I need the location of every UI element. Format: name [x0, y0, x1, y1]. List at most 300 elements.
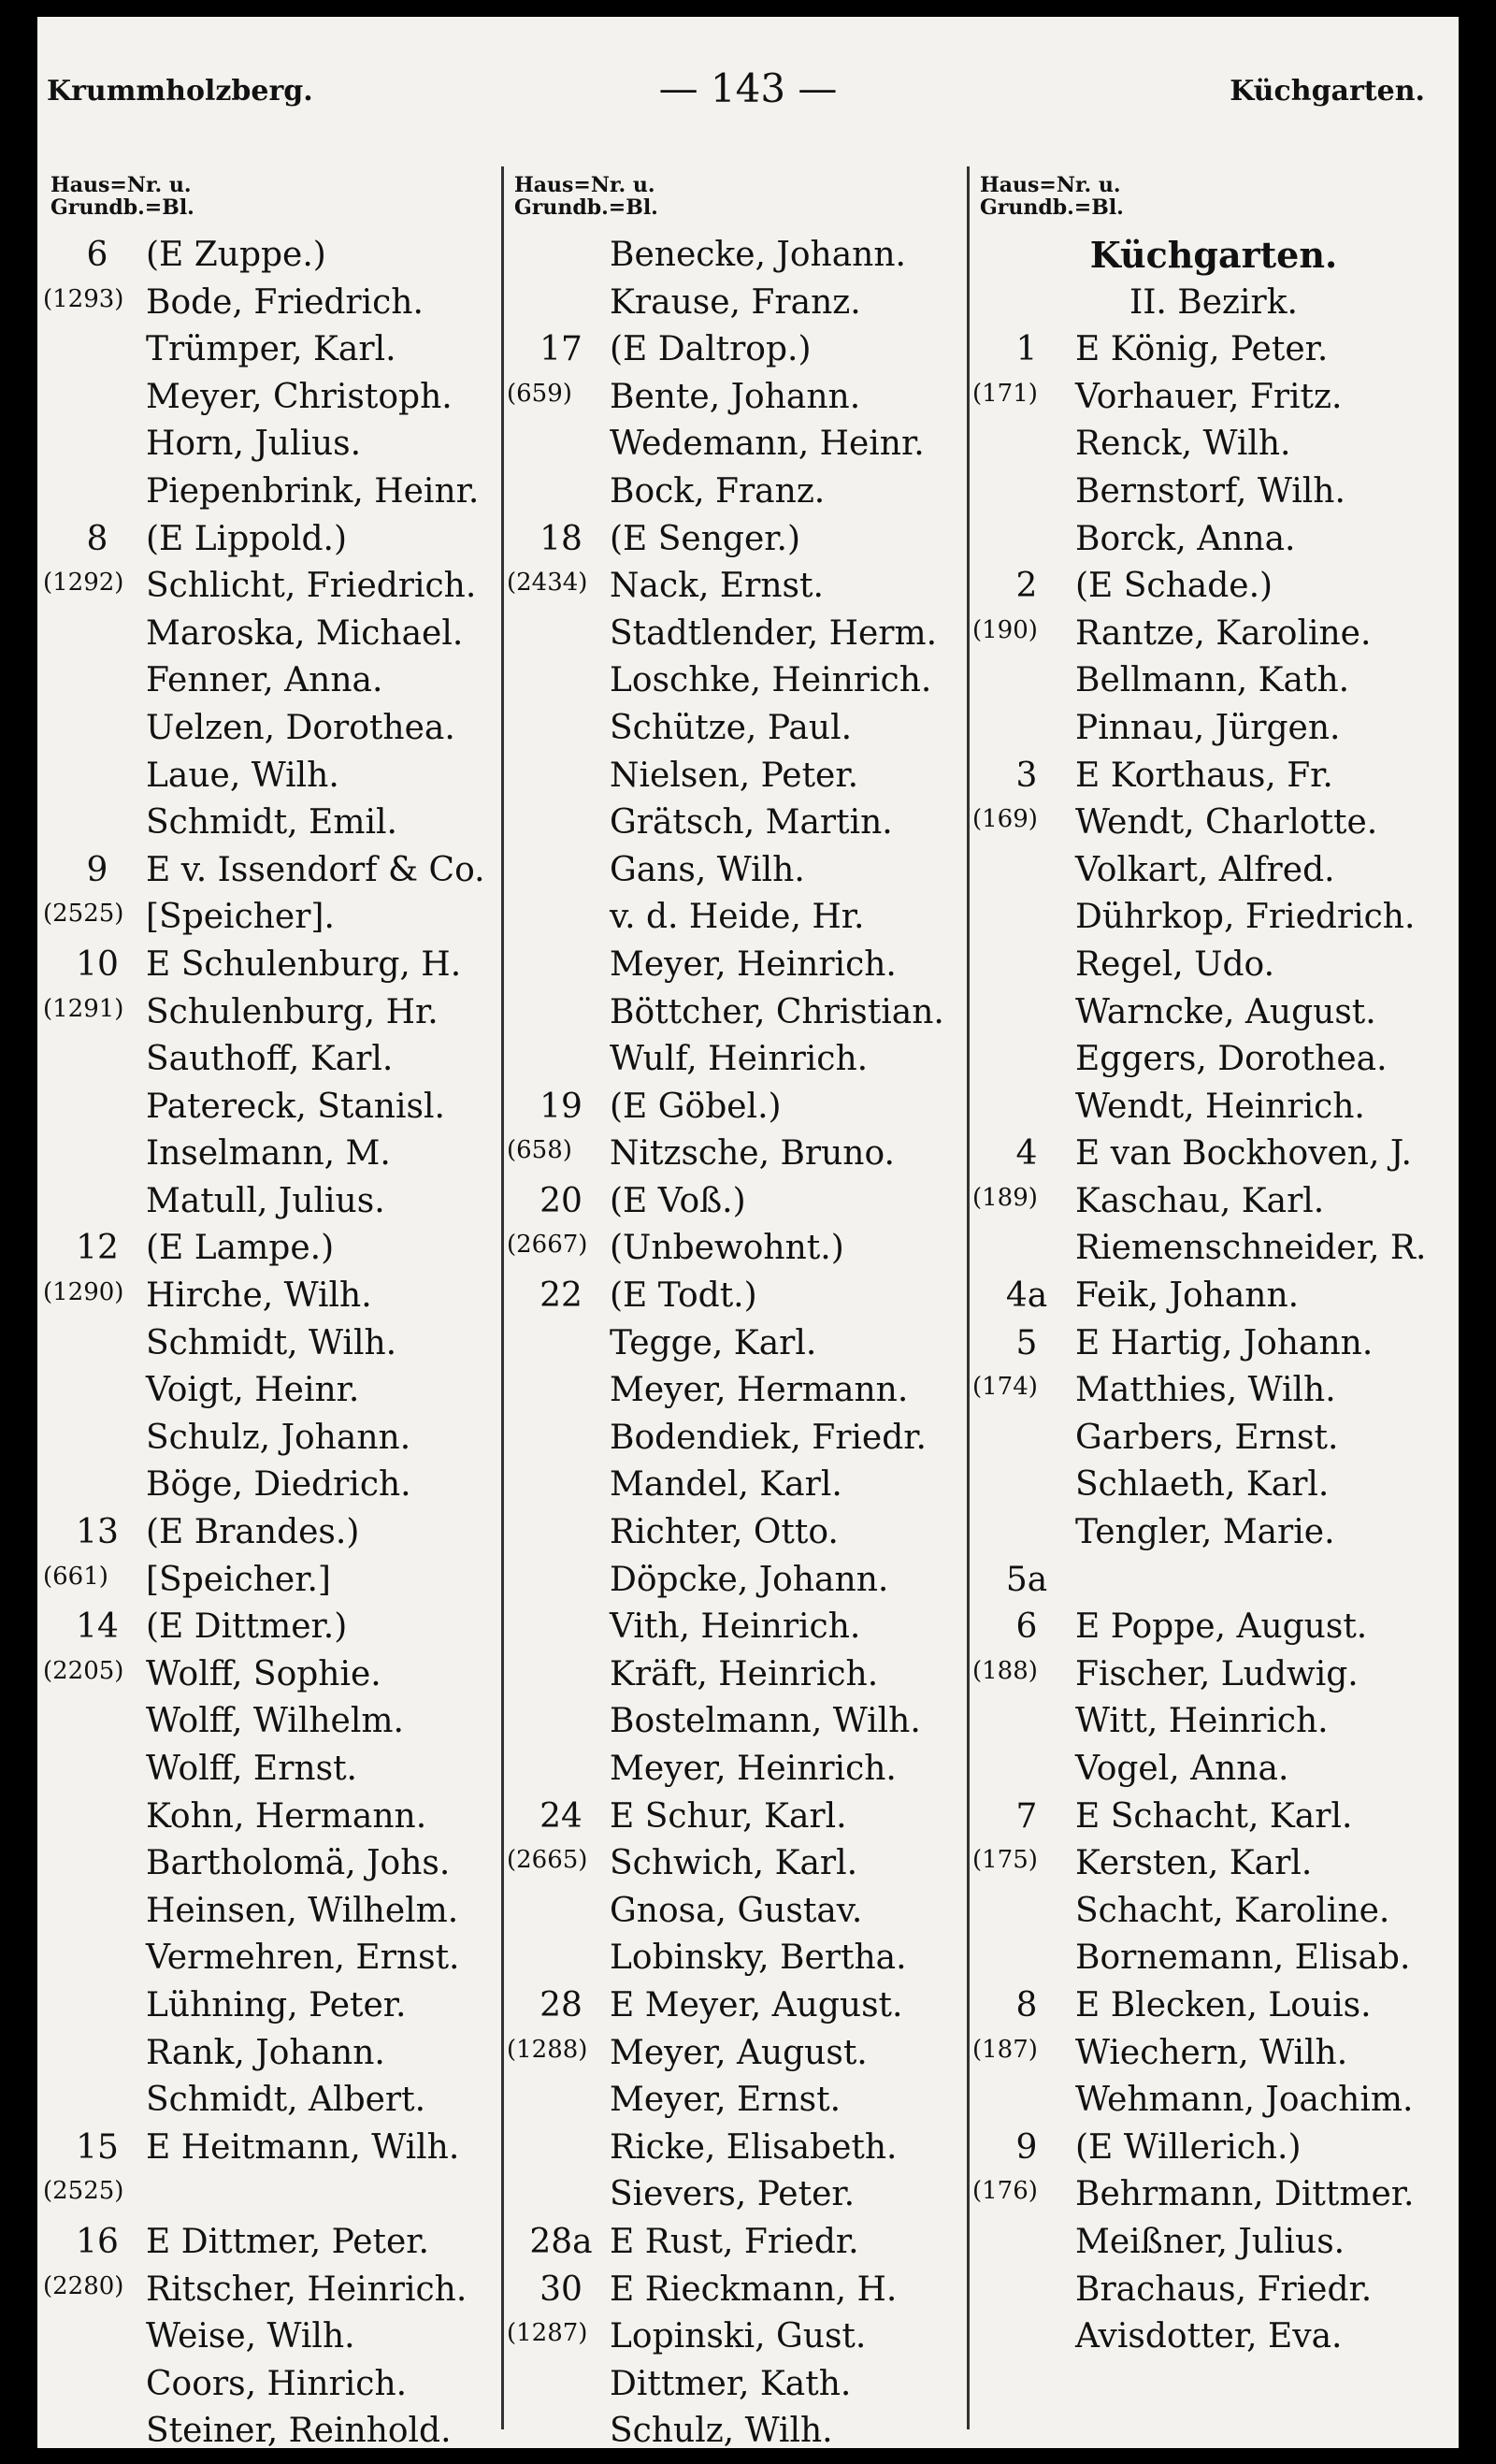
resident-name: Bellmann, Kath.: [1075, 661, 1350, 700]
entry-row: [980, 847, 1447, 895]
resident-name: Tegge, Karl.: [610, 1323, 817, 1362]
house-number: 10: [76, 944, 119, 984]
entry-row: [50, 326, 499, 374]
entry-row: [980, 1320, 1447, 1368]
entry-row: [972, 800, 1447, 847]
entry-row: [514, 847, 965, 895]
land-register-number: (659): [507, 379, 572, 408]
resident-name: Sievers, Peter.: [610, 2175, 856, 2214]
house-number: 12: [76, 1229, 119, 1268]
entry-row: [50, 1084, 499, 1131]
land-register-number: (2667): [507, 1231, 588, 1260]
resident-name: Dührkop, Friedrich.: [1075, 898, 1416, 937]
entry-row: [980, 326, 1447, 374]
entry-row: [514, 753, 965, 800]
resident-name: [Speicher].: [146, 898, 335, 937]
resident-name: Bartholomä, Johs.: [146, 1844, 451, 1883]
house-number: 8: [86, 519, 108, 558]
land-register-number: (661): [43, 1562, 108, 1591]
resident-name: E Meyer, August.: [610, 1985, 903, 2025]
resident-name: Meyer, August.: [610, 2033, 868, 2072]
resident-name: Schmidt, Emil.: [146, 803, 397, 843]
land-register-number: (2434): [507, 569, 588, 598]
entry-row: [507, 1131, 965, 1178]
resident-name: Grätsch, Martin.: [610, 803, 893, 843]
entry-row: [514, 232, 965, 280]
resident-name: Feik, Johann.: [1075, 1276, 1300, 1316]
entry-row: [50, 2030, 499, 2078]
resident-name: Vogel, Anna.: [1075, 1750, 1289, 1788]
resident-name: Schlaeth, Karl.: [1075, 1465, 1330, 1505]
resident-name: Fischer, Ludwig.: [1075, 1654, 1359, 1693]
resident-name: Rank, Johann.: [146, 2033, 385, 2072]
entry-row: [980, 2219, 1447, 2267]
entry-list: [972, 326, 1447, 2361]
entry-row: [50, 468, 499, 516]
resident-name: Weise, Wilh.: [146, 2317, 355, 2356]
entry-row: [980, 1225, 1447, 1273]
entry-row: [514, 1320, 965, 1368]
entry-row: [43, 280, 499, 327]
entry-row: [50, 1415, 499, 1463]
land-register-number: (174): [972, 1373, 1038, 1402]
entry-row: [50, 2361, 499, 2409]
land-register-number: (187): [972, 2035, 1038, 2064]
resident-name: Coors, Hinrich.: [146, 2364, 408, 2403]
resident-name: Voigt, Heinr.: [146, 1371, 360, 1410]
resident-name: Garbers, Ernst.: [1075, 1418, 1339, 1457]
entry-row: [980, 2313, 1447, 2361]
resident-name: Lühning, Peter.: [146, 1985, 407, 2025]
land-register-number: (2205): [43, 1656, 124, 1685]
entry-row: [514, 1935, 965, 1982]
entry-row: [50, 516, 499, 564]
entry-row: [50, 753, 499, 800]
entry-row: [514, 516, 965, 564]
resident-name: Bernstorf, Wilh.: [1075, 471, 1345, 511]
resident-name: Trümper, Karl.: [146, 330, 396, 369]
house-number: 2: [1015, 567, 1038, 606]
entry-row: [514, 1036, 965, 1084]
entry-row: [980, 468, 1447, 516]
resident-name: Uelzen, Dorothea.: [146, 708, 455, 747]
resident-name: Wendt, Charlotte.: [1075, 803, 1378, 843]
district-subtitle: II. Bezirk.: [1129, 282, 1299, 322]
land-register-number: (189): [972, 1183, 1038, 1212]
entry-row: [514, 894, 965, 942]
entry-row: [50, 1746, 499, 1794]
entry-row: [972, 2171, 1447, 2219]
resident-name: Nitzsche, Bruno.: [610, 1134, 895, 1174]
resident-name: E Schacht, Karl.: [1075, 1796, 1353, 1836]
entry-row: [507, 2030, 965, 2078]
resident-name: Bock, Franz.: [610, 471, 826, 511]
resident-name: Benecke, Johann.: [610, 236, 906, 274]
entry-row: [514, 989, 965, 1037]
resident-name: Stadtlender, Herm.: [610, 613, 938, 653]
resident-name: (Unbewohnt.): [610, 1229, 844, 1268]
entry-row: [514, 1698, 965, 1746]
entry-row: [980, 1746, 1447, 1794]
resident-name: Bodendiek, Friedr.: [610, 1418, 927, 1457]
resident-name: Wendt, Heinrich.: [1075, 1087, 1365, 1126]
resident-name: Avisdotter, Eva.: [1075, 2317, 1343, 2356]
entry-row: [514, 1273, 965, 1320]
resident-name: Maroska, Michael.: [146, 613, 464, 653]
entry-row: [514, 2219, 965, 2267]
resident-name: Meyer, Heinrich.: [610, 944, 897, 984]
entry-row: [972, 1367, 1447, 1415]
entry-row: [972, 374, 1447, 422]
resident-name: Schulenburg, Hr.: [146, 992, 439, 1031]
entry-row: [50, 2219, 499, 2267]
resident-name: Wiechern, Wilh.: [1075, 2033, 1348, 2072]
land-register-number: (2525): [43, 2177, 124, 2206]
resident-name: Bostelmann, Wilh.: [610, 1702, 921, 1741]
entry-row: [514, 2077, 965, 2125]
entry-row: [514, 1746, 965, 1794]
resident-name: (E Zuppe.): [146, 236, 326, 274]
resident-name: (E Schade.): [1075, 567, 1273, 606]
column-divider: [501, 166, 504, 2429]
resident-name: (E Lampe.): [146, 1229, 335, 1268]
running-head-right: Küchgarten.: [1230, 75, 1425, 108]
entry-row: [514, 2125, 965, 2172]
resident-name: E Blecken, Louis.: [1075, 1985, 1372, 2025]
entry-row: [980, 657, 1447, 705]
entry-row: [980, 894, 1447, 942]
entry-row: [980, 1084, 1447, 1131]
resident-name: E van Bockhoven, J.: [1075, 1134, 1412, 1174]
land-register-number: (2525): [43, 900, 124, 929]
resident-name: Behrmann, Dittmer.: [1075, 2175, 1415, 2214]
entry-row: [50, 1509, 499, 1557]
house-number: 16: [76, 2222, 119, 2261]
house-number: 5: [1015, 1323, 1038, 1362]
entry-row: [43, 1273, 499, 1320]
resident-name: Inselmann, M.: [146, 1134, 391, 1174]
entry-row: [50, 2077, 499, 2125]
resident-name: Bode, Friedrich.: [146, 282, 424, 322]
resident-name: Böttcher, Christian.: [610, 992, 944, 1031]
resident-name: E Heitmann, Wilh.: [146, 2127, 460, 2167]
resident-name: E Hartig, Johann.: [1075, 1323, 1374, 1362]
entry-row: [50, 800, 499, 847]
entry-row: [972, 611, 1447, 658]
entry-row: [50, 942, 499, 989]
entry-row: [50, 232, 499, 280]
entry-list: [507, 232, 965, 2448]
house-number: 13: [76, 1513, 119, 1552]
entry-row: [50, 1982, 499, 2030]
resident-name: Ricke, Elisabeth.: [610, 2127, 898, 2167]
entry-row: [514, 2267, 965, 2314]
entry-row: [50, 657, 499, 705]
house-number: 19: [539, 1087, 583, 1126]
entry-row: [43, 563, 499, 611]
resident-name: Regel, Udo.: [1075, 944, 1275, 984]
resident-name: (E Voß.): [610, 1181, 746, 1220]
house-number: 6: [86, 236, 108, 274]
resident-name: Laue, Wilh.: [146, 756, 339, 795]
resident-name: Meißner, Julius.: [1075, 2222, 1345, 2261]
resident-name: Dittmer, Kath.: [610, 2364, 852, 2403]
column-header: Haus=Nr. u. Grundb.=Bl.: [50, 173, 194, 220]
resident-name: Volkart, Alfred.: [1075, 850, 1335, 889]
resident-name: Schmidt, Wilh.: [146, 1323, 397, 1362]
resident-name: Heinsen, Wilhelm.: [146, 1891, 459, 1930]
entry-row: [972, 1178, 1447, 1226]
resident-name: (E Todt.): [610, 1276, 757, 1316]
resident-name: Meyer, Hermann.: [610, 1371, 909, 1410]
entry-row: [514, 280, 965, 327]
resident-name: Böge, Diedrich.: [146, 1465, 411, 1505]
resident-name: E Schur, Karl.: [610, 1796, 847, 1836]
resident-name: Matthies, Wilh.: [1075, 1371, 1336, 1410]
entry-row: [50, 1698, 499, 1746]
entry-row: [50, 1225, 499, 1273]
land-register-number: (169): [972, 805, 1038, 834]
entry-row: [980, 1888, 1447, 1936]
resident-name: Wulf, Heinrich.: [610, 1040, 869, 1079]
entry-list: [43, 232, 499, 2448]
resident-name: (E Daltrop.): [610, 330, 812, 369]
entry-row: [514, 1557, 965, 1605]
entry-row: [514, 2171, 965, 2219]
entry-row: [50, 1036, 499, 1084]
resident-name: Brachaus, Friedr.: [1075, 2269, 1373, 2309]
land-register-number: (1291): [43, 994, 124, 1023]
entry-row: [514, 1982, 965, 2030]
entry-row: [514, 705, 965, 753]
house-number: 5a: [1005, 1560, 1048, 1599]
resident-name: Gans, Wilh.: [610, 850, 805, 889]
resident-name: [Speicher.]: [146, 1560, 331, 1599]
resident-name: Schulz, Johann.: [146, 1418, 411, 1457]
entry-row: [972, 2030, 1447, 2078]
resident-name: Wehmann, Joachim.: [1075, 2081, 1414, 2120]
resident-name: (E Willerich.): [1075, 2127, 1302, 2167]
house-number: 9: [86, 850, 108, 889]
entry-row: [514, 800, 965, 847]
resident-name: Wolff, Wilhelm.: [146, 1702, 404, 1741]
entry-row: [514, 2361, 965, 2409]
resident-name: Vith, Heinrich.: [610, 1607, 861, 1647]
resident-name: Pinnau, Jürgen.: [1075, 708, 1341, 747]
house-number: 28a: [529, 2222, 593, 2261]
entry-row: [514, 1367, 965, 1415]
resident-name: Schütze, Paul.: [610, 708, 853, 747]
land-register-number: (1292): [43, 569, 124, 598]
entry-row: [507, 374, 965, 422]
house-number: 22: [539, 1276, 583, 1316]
running-head-left: Krummholzberg.: [47, 75, 313, 108]
entry-row: [507, 1840, 965, 1888]
house-number: 4a: [1005, 1276, 1048, 1316]
resident-name: E Rieckmann, H.: [610, 2269, 898, 2309]
resident-name: E Rust, Friedr.: [610, 2222, 859, 2261]
entry-row: [514, 657, 965, 705]
land-register-number: (188): [972, 1656, 1038, 1685]
entry-row: [980, 1273, 1447, 1320]
entry-row: [980, 1794, 1447, 1841]
house-number: 15: [76, 2127, 119, 2167]
entry-row: [50, 2313, 499, 2361]
entry-row: [50, 705, 499, 753]
entry-row: [514, 1604, 965, 1651]
house-number: 18: [539, 519, 583, 558]
resident-name: Matull, Julius.: [146, 1181, 385, 1220]
resident-name: (E Dittmer.): [146, 1607, 348, 1647]
resident-name: Hirche, Wilh.: [146, 1276, 372, 1316]
entry-row: [50, 1840, 499, 1888]
entry-row: [980, 1036, 1447, 1084]
entry-row: [43, 2171, 499, 2219]
resident-name: v. d. Heide, Hr.: [610, 898, 865, 937]
entry-row: [514, 1462, 965, 1509]
house-number: 3: [1015, 756, 1038, 795]
resident-name: E Poppe, August.: [1075, 1607, 1368, 1647]
resident-name: Schmidt, Albert.: [146, 2081, 426, 2120]
column-divider: [967, 166, 970, 2429]
resident-name: Borck, Anna.: [1075, 519, 1296, 558]
entry-row: [980, 1935, 1447, 1982]
resident-name: Vermehren, Ernst.: [146, 1938, 460, 1978]
resident-name: Lopinski, Gust.: [610, 2317, 867, 2356]
entry-row: [980, 1604, 1447, 1651]
resident-name: Gnosa, Gustav.: [610, 1891, 863, 1930]
entry-row: [972, 1840, 1447, 1888]
entry-row: [980, 1462, 1447, 1509]
entry-row: [514, 942, 965, 989]
entry-row: [514, 1084, 965, 1131]
resident-name: Bornemann, Elisab.: [1075, 1938, 1411, 1978]
entry-row: [43, 1651, 499, 1699]
resident-name: E Korthaus, Fr.: [1075, 756, 1333, 795]
page-number: — 143 —: [658, 65, 838, 111]
resident-name: Schwich, Karl.: [610, 1844, 858, 1883]
resident-name: Renck, Wilh.: [1075, 425, 1291, 464]
entry-row: [50, 1131, 499, 1178]
resident-name: (E Brandes.): [146, 1513, 360, 1552]
resident-name: Rantze, Karoline.: [1075, 613, 1372, 653]
land-register-number: (1288): [507, 2035, 588, 2064]
resident-name: Loschke, Heinrich.: [610, 661, 932, 700]
resident-name: E König, Peter.: [1075, 330, 1329, 369]
entry-row: [50, 1320, 499, 1368]
entry-row: [980, 2077, 1447, 2125]
entry-row: [50, 1935, 499, 1982]
house-number: 30: [539, 2269, 583, 2309]
column-header: Haus=Nr. u. Grundb.=Bl.: [980, 173, 1124, 220]
resident-name: Meyer, Ernst.: [610, 2081, 842, 2120]
resident-name: Richter, Otto.: [610, 1513, 839, 1552]
resident-name: Wolff, Sophie.: [146, 1654, 381, 1693]
entry-row: [514, 1888, 965, 1936]
entry-row: [514, 468, 965, 516]
resident-name: Kräft, Heinrich.: [610, 1654, 879, 1693]
column-header: Haus=Nr. u. Grundb.=Bl.: [514, 173, 658, 220]
entry-row: [980, 942, 1447, 989]
entry-row: [50, 847, 499, 895]
entry-row: [980, 989, 1447, 1037]
entry-row: [50, 2125, 499, 2172]
resident-name: Ritscher, Heinrich.: [146, 2269, 468, 2309]
resident-name: Eggers, Dorothea.: [1075, 1040, 1388, 1079]
house-number: 1: [1015, 330, 1038, 369]
entry-row: [507, 563, 965, 611]
entry-row: [980, 1131, 1447, 1178]
entry-row: [50, 1462, 499, 1509]
resident-name: Kohn, Hermann.: [146, 1796, 427, 1836]
resident-name: Meyer, Christoph.: [146, 377, 453, 416]
house-number: 20: [539, 1181, 583, 1220]
resident-name: (E Lippold.): [146, 519, 347, 558]
entry-row: [980, 1509, 1447, 1557]
entry-row: [43, 2267, 499, 2314]
resident-name: E Schulenburg, H.: [146, 944, 462, 984]
entry-row: [980, 705, 1447, 753]
house-number: 17: [539, 330, 583, 369]
resident-name: (E Senger.): [610, 519, 801, 558]
land-register-number: (171): [972, 379, 1038, 408]
resident-name: E Dittmer, Peter.: [146, 2222, 429, 2261]
resident-name: (E Göbel.): [610, 1087, 782, 1126]
entry-row: [514, 1794, 965, 1841]
entry-row: [43, 894, 499, 942]
resident-name: Schulz, Wilh.: [610, 2412, 833, 2448]
entry-row: [514, 421, 965, 468]
entry-row: [980, 563, 1447, 611]
entry-row: [980, 1982, 1447, 2030]
entry-row: [514, 1178, 965, 1226]
land-register-number: (1290): [43, 1278, 124, 1307]
entry-row: [514, 326, 965, 374]
resident-name: Bente, Johann.: [610, 377, 861, 416]
land-register-number: (175): [972, 1846, 1038, 1875]
land-register-number: (2665): [507, 1846, 588, 1875]
resident-name: Sauthoff, Karl.: [146, 1040, 394, 1079]
column-3: [972, 173, 1447, 2361]
entry-row: [980, 2267, 1447, 2314]
entry-row: [980, 1698, 1447, 1746]
entry-row: [50, 611, 499, 658]
entry-row: [980, 753, 1447, 800]
house-number: 4: [1015, 1134, 1038, 1174]
resident-name: Horn, Julius.: [146, 425, 362, 464]
resident-name: Wolff, Ernst.: [146, 1750, 357, 1788]
resident-name: E v. Issendorf & Co.: [146, 850, 485, 889]
street-title: Küchgarten.: [1089, 234, 1338, 276]
land-register-number: (2280): [43, 2271, 124, 2300]
entry-row: [43, 989, 499, 1037]
resident-name: Vorhauer, Fritz.: [1075, 377, 1343, 416]
land-register-number: (176): [972, 2177, 1038, 2206]
house-number: 28: [539, 1985, 583, 2025]
entry-row: [50, 1888, 499, 1936]
house-number: 14: [76, 1607, 119, 1647]
resident-name: Schacht, Karoline.: [1075, 1891, 1390, 1930]
entry-row: [50, 2408, 499, 2448]
resident-name: Piepenbrink, Heinr.: [146, 471, 480, 511]
entry-row: [514, 1651, 965, 1699]
resident-name: Warncke, August.: [1075, 992, 1376, 1031]
entry-row: [514, 611, 965, 658]
resident-name: Fenner, Anna.: [146, 661, 383, 700]
column-2: [507, 173, 965, 2448]
resident-name: Kaschau, Karl.: [1075, 1181, 1325, 1220]
house-number: 9: [1015, 2127, 1038, 2167]
